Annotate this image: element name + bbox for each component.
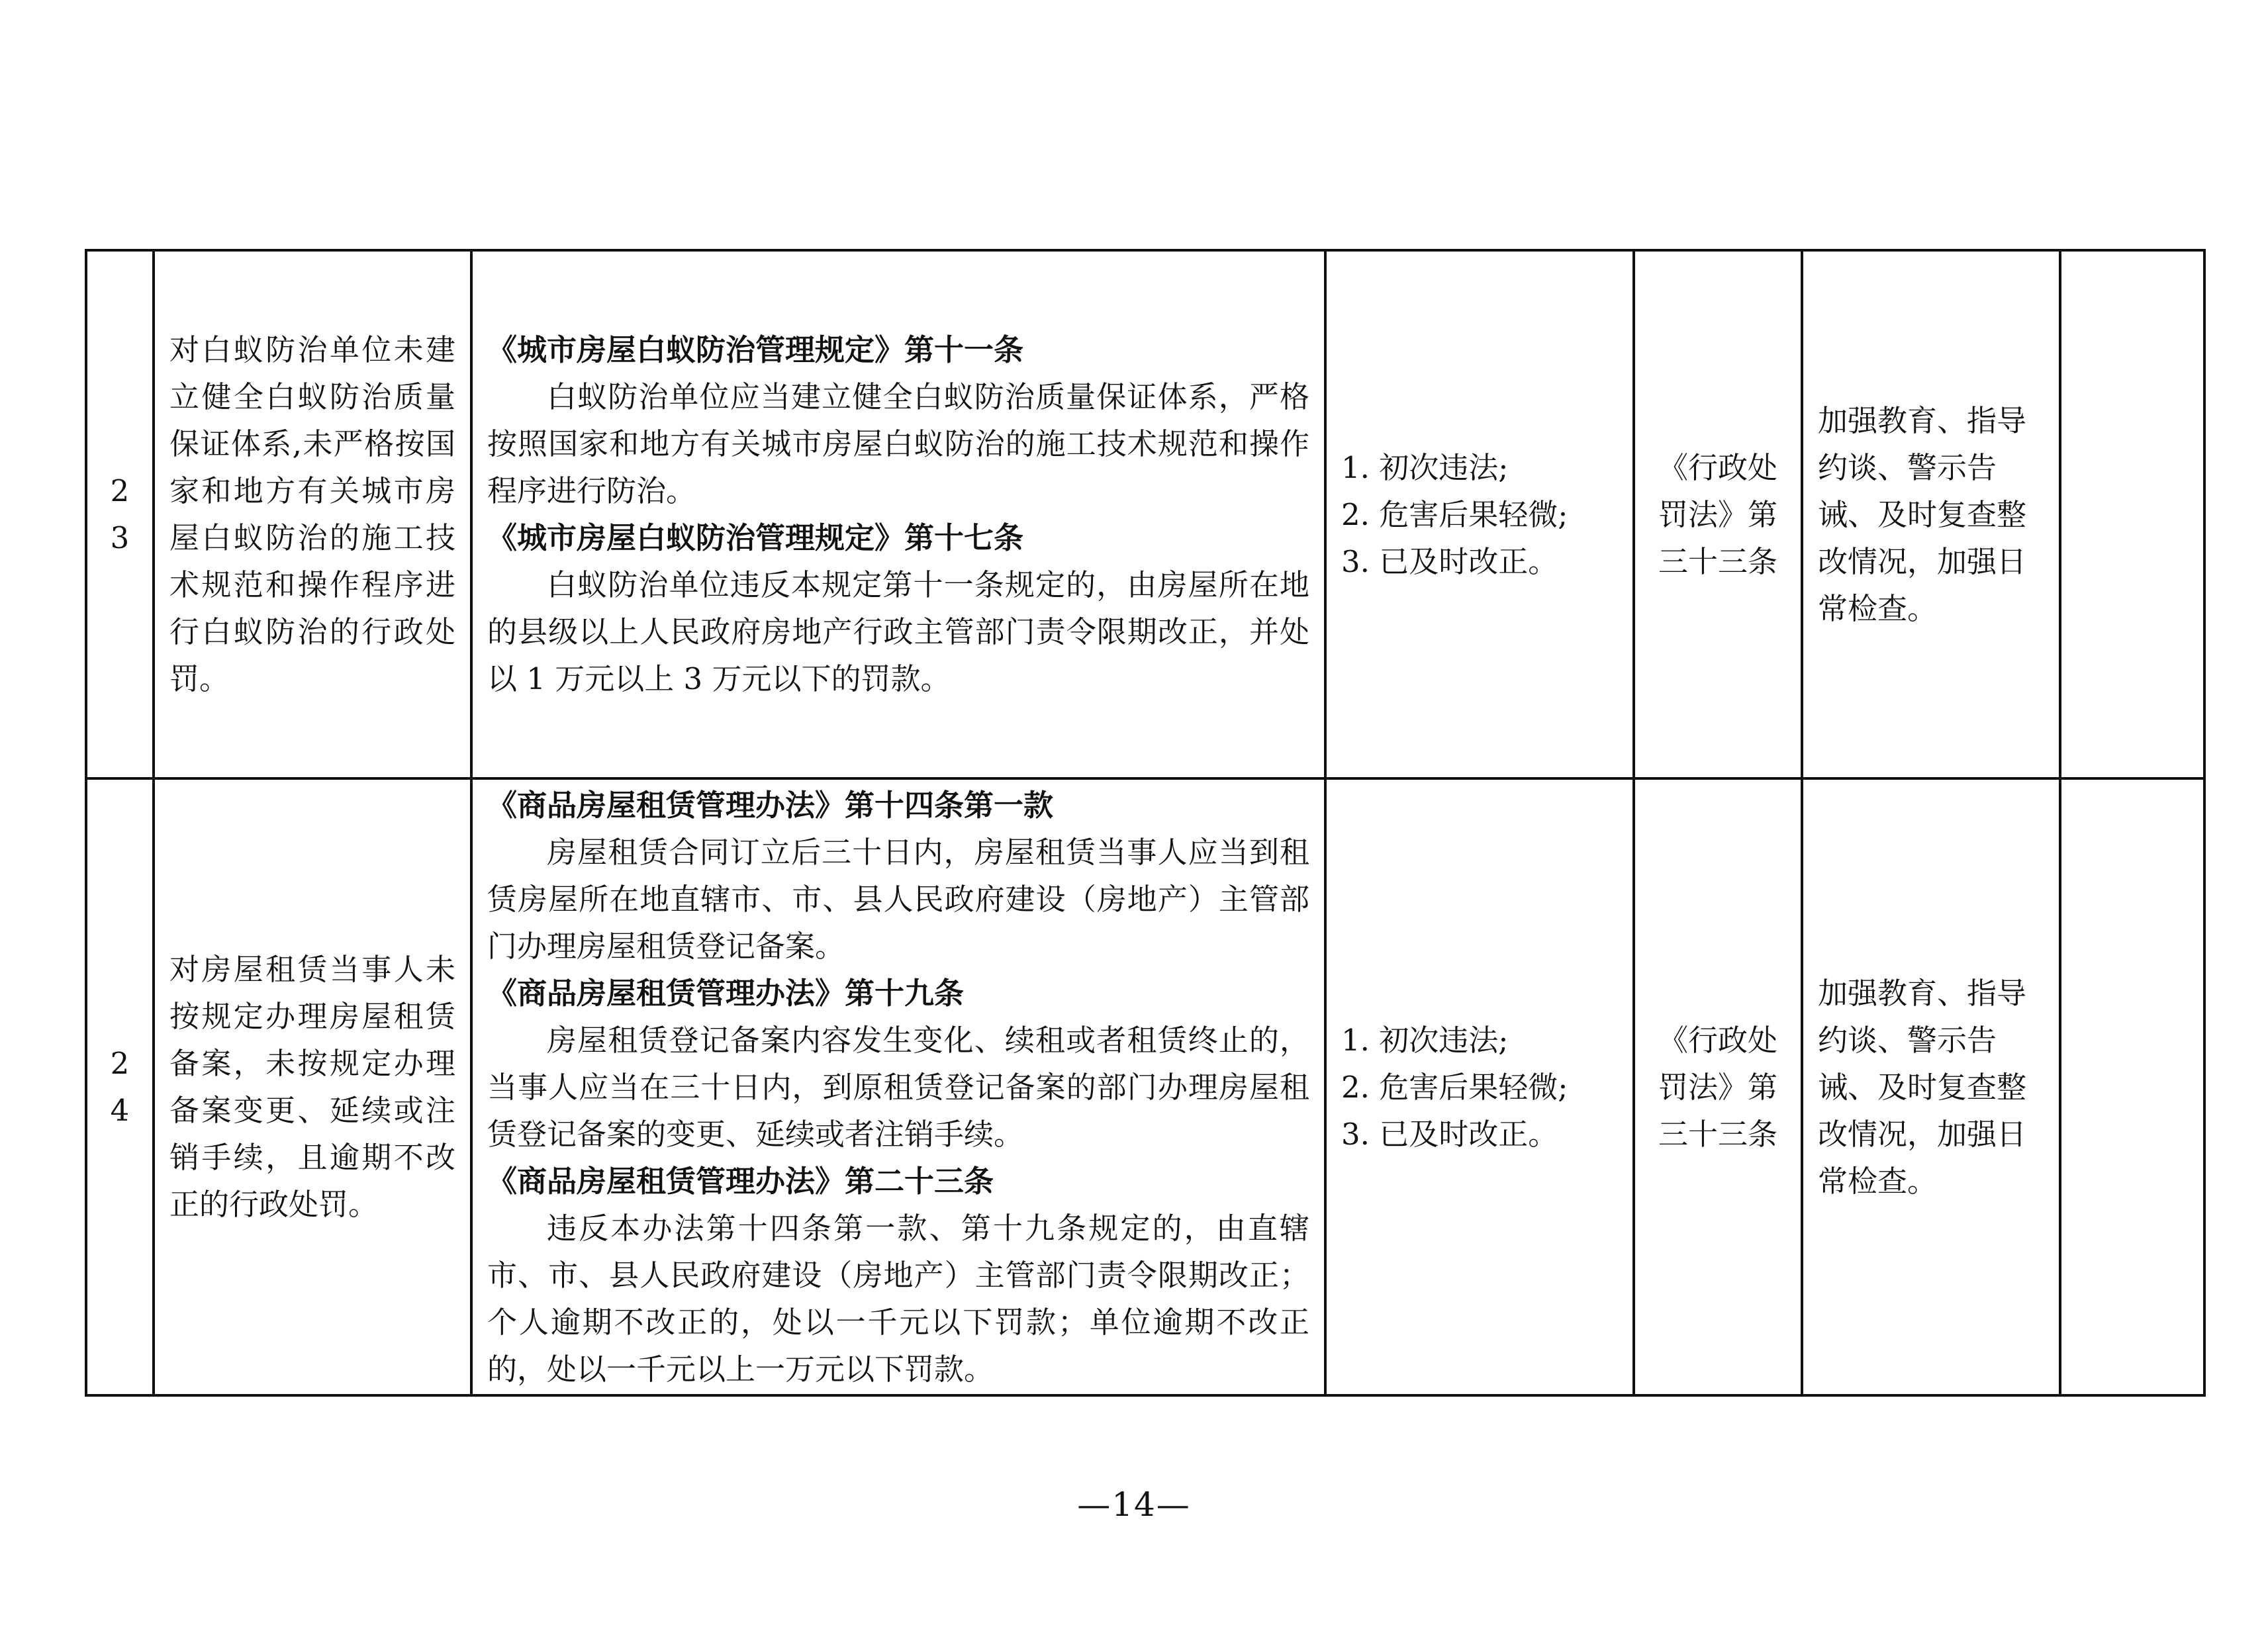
condition-item: 3. 已及时改正。 (1341, 1116, 1558, 1152)
basis-text: 白蚁防治单位违反本规定第十一条规定的，由房屋所在地的县级以上人民政府房地产行政主管部门责令限期改正，并处以 1 万元以上 3 万元以下的罚款。 (487, 567, 1309, 696)
exemption-law: 《行政处罚法》第三十三条 (1634, 778, 1802, 1395)
row-number: 23 (86, 250, 154, 778)
condition-item: 3. 已及时改正。 (1341, 543, 1558, 579)
basis-text: 房屋租赁登记备案内容发生变化、续租或者租赁终止的，当事人应当在三十日内，到原租赁登记备案的部门办理房屋租赁登记备案的变更、延续或者注销手续。 (487, 1022, 1309, 1152)
table-row (86, 778, 2204, 1395)
condition-item: 2. 危害后果轻微; (1341, 1069, 1568, 1105)
condition-item: 1. 初次违法; (1341, 449, 1509, 485)
row-number: 24 (86, 778, 154, 1395)
condition-item: 1. 初次违法; (1341, 1022, 1509, 1058)
violation-item: 对白蚁防治单位未建立健全白蚁防治质量保证体系,未严格按国家和地方有关城市房屋白蚁防治的施工技术规范和操作程序进行白蚁防治的行政处罚。 (154, 250, 471, 778)
condition-item: 2. 危害后果轻微; (1341, 496, 1568, 532)
basis-heading: 《商品房屋租赁管理办法》第十九条 (487, 975, 965, 1011)
penalty-table (85, 249, 2206, 1397)
remark-cell (2060, 778, 2204, 1395)
basis-text: 白蚁防治单位应当建立健全白蚁防治质量保证体系，严格按照国家和地方有关城市房屋白蚁防治的施工技术规范和操作程序进行防治。 (487, 379, 1309, 508)
supervision-measures: 加强教育、指导约谈、警示告诫、及时复查整改情况，加强日常检查。 (1802, 778, 2060, 1395)
basis-text: 违反本办法第十四条第一款、第十九条规定的，由直辖市、市、县人民政府建设（房地产）主管部门责令限期改正；个人逾期不改正的，处以一千元以下罚款；单位逾期不改正的，处以一千元以上一万元以下罚款。 (487, 1210, 1309, 1387)
page-number: —14— (1077, 1485, 1191, 1524)
legal-basis (471, 250, 1325, 778)
basis-heading: 《商品房屋租赁管理办法》第十四条第一款 (487, 787, 1054, 823)
remark-cell (2060, 250, 2204, 778)
exemption-conditions (1325, 778, 1634, 1395)
violation-item: 对房屋租赁当事人未按规定办理房屋租赁备案，未按规定办理备案变更、延续或注销手续，且逾期不改正的行政处罚。 (154, 778, 471, 1395)
basis-heading: 《城市房屋白蚁防治管理规定》第十七条 (487, 520, 1024, 555)
exemption-law: 《行政处罚法》第三十三条 (1634, 250, 1802, 778)
exemption-conditions (1325, 250, 1634, 778)
table-row (86, 250, 2204, 778)
legal-basis (471, 778, 1325, 1395)
supervision-measures: 加强教育、指导约谈、警示告诫、及时复查整改情况，加强日常检查。 (1802, 250, 2060, 778)
basis-heading: 《商品房屋租赁管理办法》第二十三条 (487, 1163, 994, 1199)
basis-heading: 《城市房屋白蚁防治管理规定》第十一条 (487, 332, 1024, 367)
basis-text: 房屋租赁合同订立后三十日内，房屋租赁当事人应当到租赁房屋所在地直辖市、市、县人民政府建设（房地产）主管部门办理房屋租赁登记备案。 (487, 834, 1309, 964)
